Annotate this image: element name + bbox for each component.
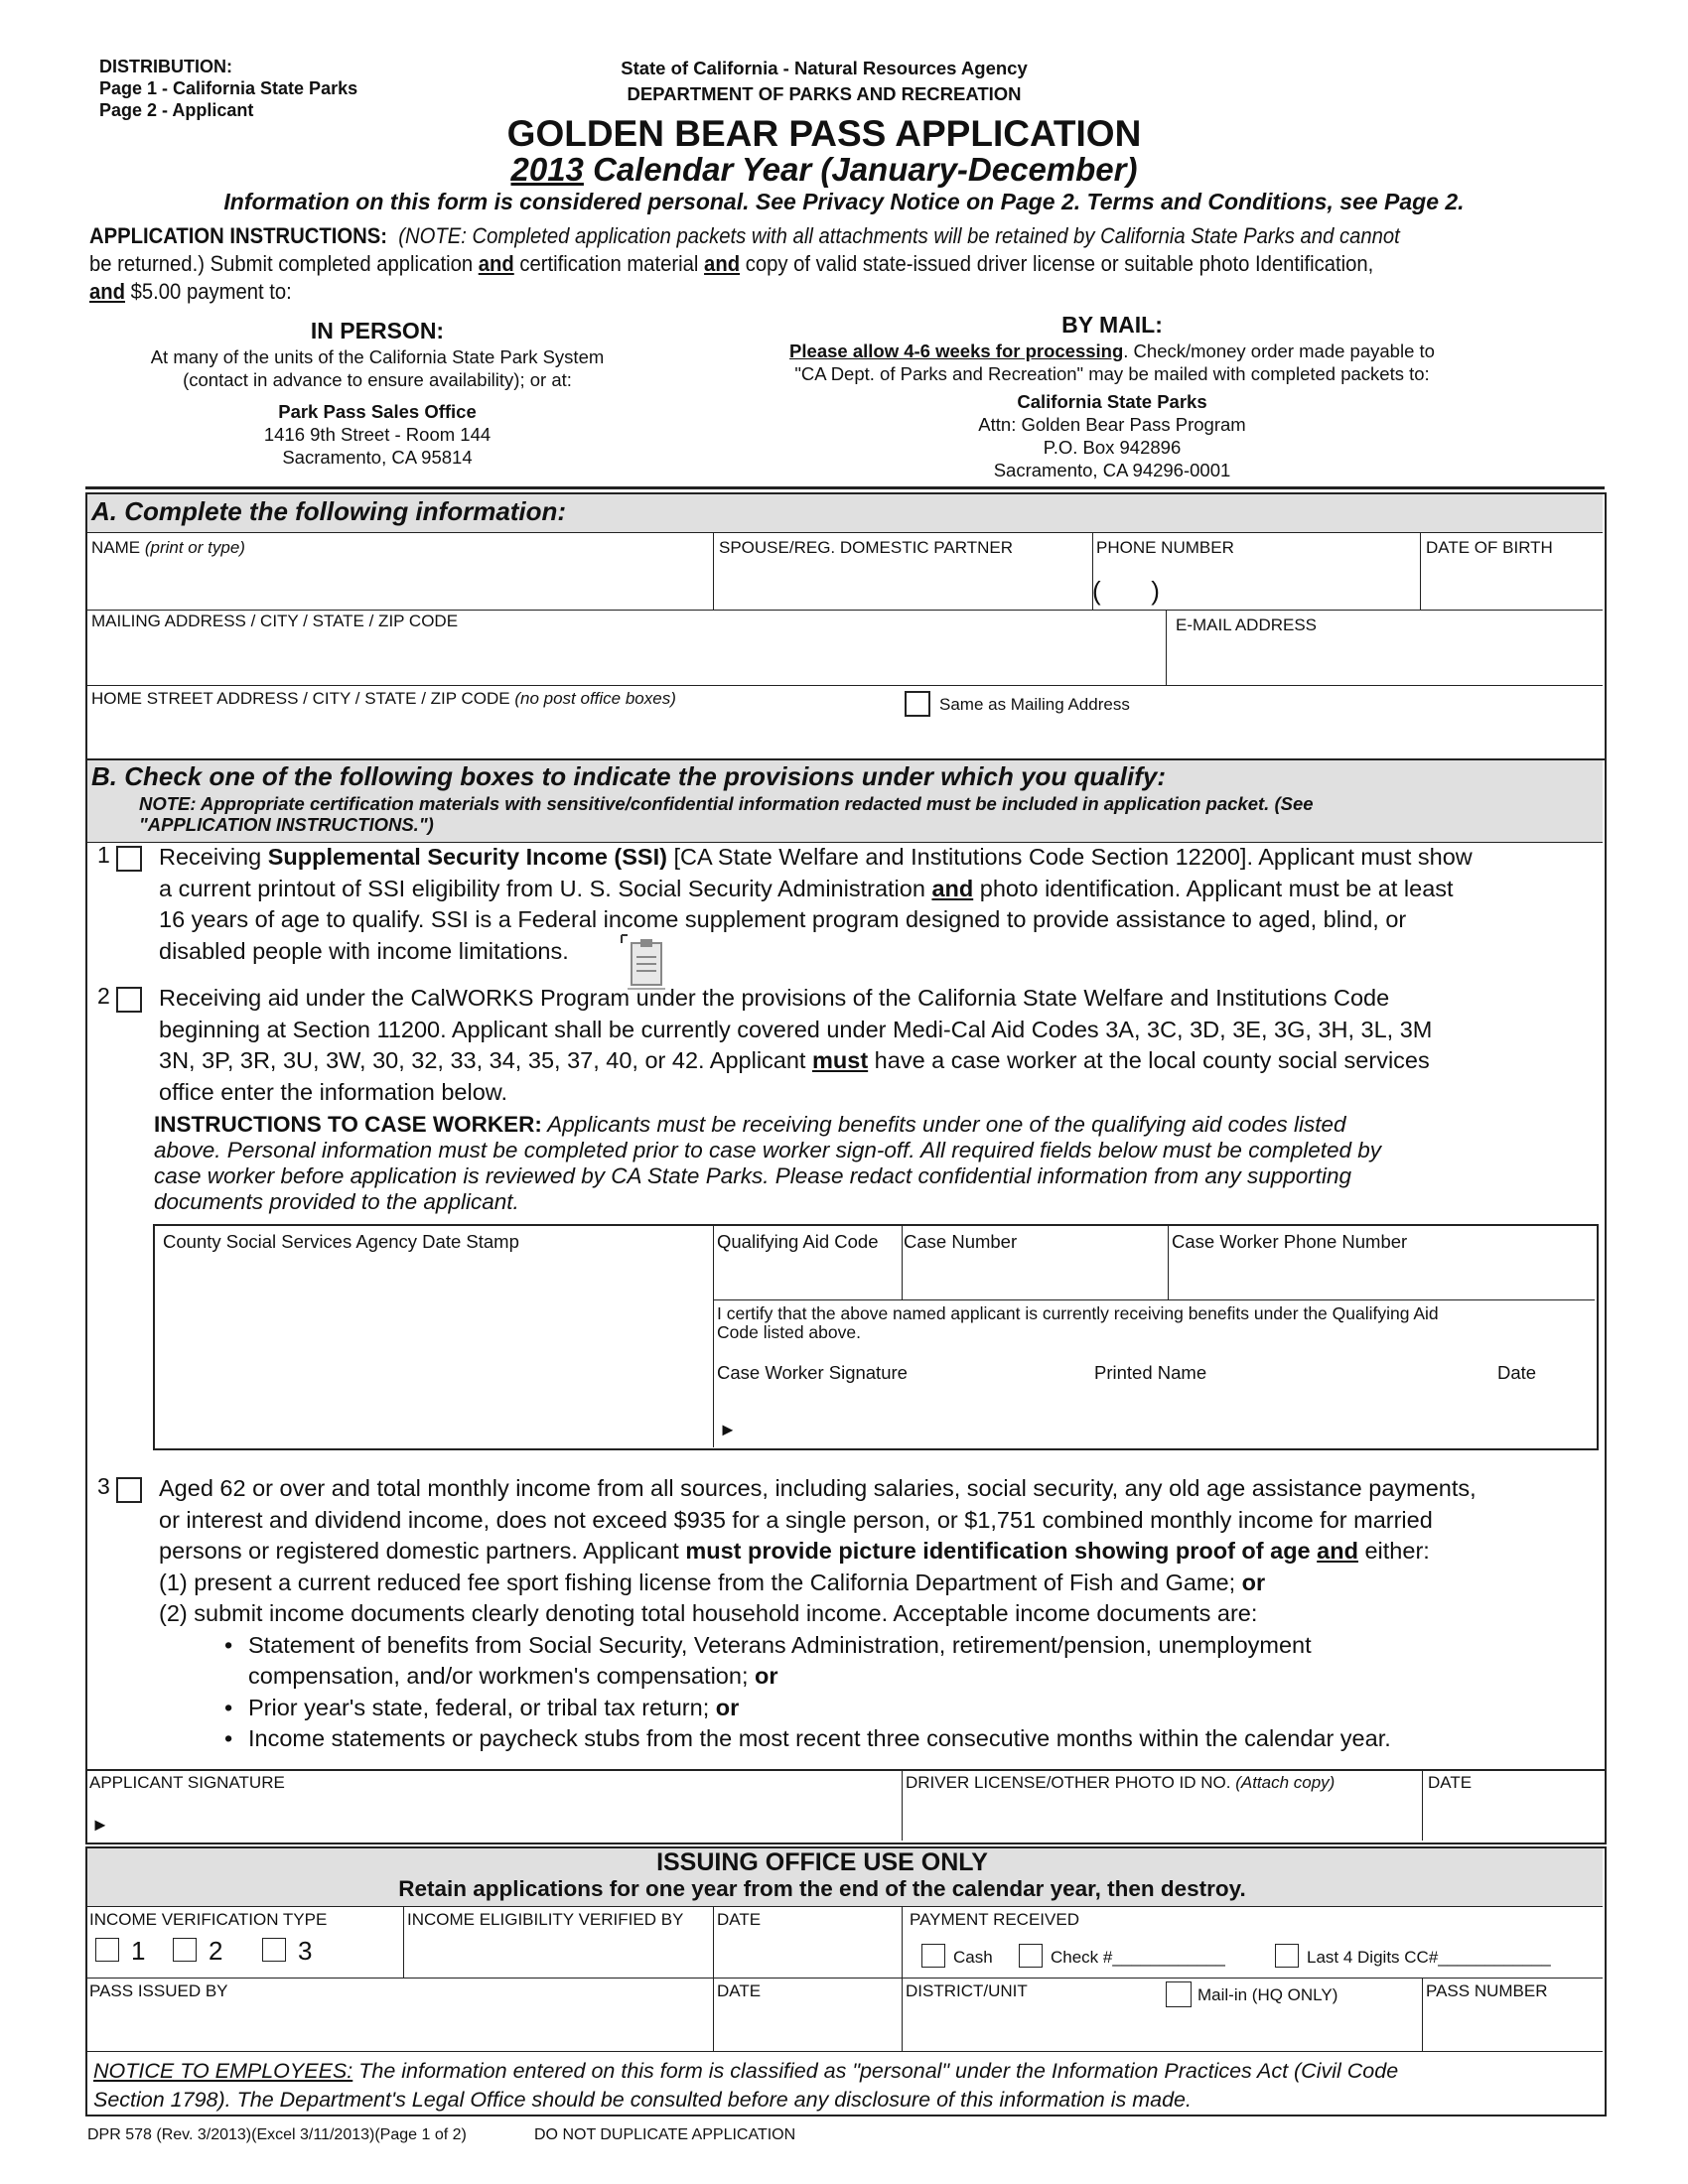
section-a-heading: A. Complete the following information: (91, 496, 567, 526)
distribution-line1: Page 1 - California State Parks (99, 78, 358, 98)
spouse-field[interactable] (719, 562, 1090, 606)
certify-text (717, 1304, 1439, 1342)
o3-l3a: persons or registered domestic partners. Applicant (159, 1538, 686, 1564)
option2-checkbox[interactable] (116, 987, 142, 1013)
divider (87, 1906, 1603, 1907)
name-label-text: NAME (91, 538, 145, 557)
instructions-l3: $5.00 payment to: (125, 279, 292, 304)
divider (87, 610, 1603, 611)
cw-date-label: Date (1497, 1362, 1537, 1383)
in-person-addr2: Sacramento, CA 95814 (282, 447, 473, 468)
privacy-info: Information on this form is considered personal. See Privacy Notice on Page 2. Terms and Conditions, see Page 2. (223, 189, 1465, 214)
pass-issued-label: PASS ISSUED BY (89, 1981, 228, 2000)
o2-must: must (812, 1047, 869, 1073)
office-date-field[interactable] (717, 1934, 900, 1974)
dl-label-text: DRIVER LICENSE/OTHER PHOTO ID NO. (906, 1773, 1236, 1792)
signature-date-field[interactable] (1428, 1797, 1601, 1837)
ivt-1-label: 1 (131, 1936, 146, 1966)
o3-l2: or interest and dividend income, does not exceed $935 for a single person, or $1,751 combined monthly income for married (159, 1506, 1433, 1533)
divider (403, 1906, 404, 1978)
o3-b1b: compensation, and/or workmen's compensation; (248, 1663, 756, 1689)
cw-signature-field[interactable] (743, 1390, 1577, 1439)
section-a-top-rule (85, 486, 1605, 489)
ivt-label: INCOME VERIFICATION TYPE (89, 1910, 328, 1929)
o3-b3: Income statements or paycheck stubs from the most recent three consecutive months within the calendar year. (248, 1725, 1391, 1751)
by-mail-heading: BY MAIL: (1061, 312, 1163, 338)
in-person-heading: IN PERSON: (310, 318, 445, 343)
o3-or1: or (1241, 1569, 1266, 1595)
o1-p2: [CA State Welfare and Institutions Code Section 12200]. Applicant must show (666, 844, 1473, 870)
o3-l1: Aged 62 or over and total monthly income from all sources, including salaries, social security, any old age assistance payments, (159, 1475, 1477, 1501)
email-label: E-MAIL ADDRESS (1176, 615, 1318, 634)
o1-bold: Supplemental Security Income (SSI) (267, 844, 667, 870)
signature-date-label: DATE (1428, 1773, 1473, 1792)
divider (902, 1906, 903, 2051)
ivt-3-checkbox[interactable] (262, 1938, 286, 1962)
application-instructions (89, 222, 1483, 306)
verified-by-field[interactable] (407, 1934, 711, 1974)
dl-hint: (Attach copy) (1235, 1773, 1336, 1792)
ivt-2-checkbox[interactable] (173, 1938, 197, 1962)
o3-l5: (2) submit income documents clearly denoting total household income. Acceptable income documents are: (159, 1600, 1258, 1626)
form-id: DPR 578 (Rev. 3/2013)(Excel 3/11/2013)(Page 1 of 2) (87, 2126, 467, 2143)
email-field[interactable] (1176, 639, 1601, 681)
cw-label: INSTRUCTIONS TO CASE WORKER: (154, 1112, 542, 1137)
divider (713, 1906, 714, 2051)
ivt-1-checkbox[interactable] (95, 1938, 119, 1962)
o2-l2: beginning at Section 11200. Applicant shall be currently covered under Medi-Cal Aid Codes 3A, 3C, 3D, 3E, 3G, 3H, 3L, 3M (159, 1016, 1433, 1042)
case-number-label: Case Number (904, 1231, 1018, 1252)
o1-l2b: photo identification. Applicant must be at least (973, 875, 1454, 901)
cw-signature-label: Case Worker Signature (717, 1362, 908, 1383)
certify2: Code listed above. (717, 1322, 861, 1342)
same-as-mailing-checkbox[interactable] (905, 691, 930, 717)
year: 2013 (510, 151, 584, 188)
cw-phone-field[interactable] (1172, 1257, 1593, 1295)
no-duplicate: DO NOT DUPLICATE APPLICATION (534, 2126, 796, 2143)
divider (902, 1225, 903, 1300)
o3-or2: or (755, 1663, 778, 1689)
by-mail-line1: . Check/money order made payable to (1123, 341, 1435, 361)
divider (902, 1769, 903, 1841)
note1: NOTE: Appropriate certification materials with sensitive/confidential information redacted must be included in application packet. (See (139, 793, 1314, 814)
agency-line2: DEPARTMENT OF PARKS AND RECREATION (627, 83, 1022, 104)
dob-label: DATE OF BIRTH (1426, 538, 1553, 557)
aid-code-field[interactable] (717, 1257, 900, 1295)
subtitle-rest: Calendar Year (January-December) (583, 151, 1138, 188)
by-mail-allow: Please allow 4-6 weeks for processing (789, 341, 1124, 361)
by-mail-line2: "CA Dept. of Parks and Recreation" may be mailed with completed packets to: (794, 363, 1430, 384)
distribution (99, 56, 357, 121)
divider (1422, 1978, 1423, 2051)
applicant-sign-arrow: ► (91, 1815, 109, 1835)
ivt-2-label: 2 (209, 1936, 223, 1966)
cc-checkbox[interactable] (1275, 1944, 1299, 1968)
divider (1168, 1225, 1169, 1300)
issued-date-field[interactable] (717, 2007, 900, 2047)
pass-number-field[interactable] (1426, 2007, 1601, 2047)
o3-or3: or (715, 1694, 740, 1720)
o1-l2a: a current printout of SSI eligibility from U. S. Social Security Administration (159, 875, 932, 901)
cw2: above. Personal information must be completed prior to case worker sign-off. All required fields below must be completed by (154, 1138, 1382, 1162)
dob-field[interactable] (1426, 562, 1601, 606)
option2-text (159, 983, 1599, 1108)
o2-l3a: 3N, 3P, 3R, 3U, 3W, 30, 32, 33, 34, 35, 37, 40, or 42. Applicant (159, 1047, 812, 1073)
option3-checkbox[interactable] (116, 1477, 142, 1503)
notice-text (93, 2057, 1593, 2115)
verified-by-label: INCOME ELIGIBILITY VERIFIED BY (407, 1910, 684, 1929)
divider (87, 685, 1603, 686)
agency-header (556, 56, 1092, 107)
cw-phone-label: Case Worker Phone Number (1172, 1231, 1408, 1252)
dl-label (906, 1773, 1335, 1793)
divider (713, 1299, 1595, 1300)
divider (87, 2051, 1603, 2052)
in-person-line1: At many of the units of the California State Park System (150, 346, 605, 367)
divider (1422, 1769, 1423, 1841)
mailing-address-field[interactable] (91, 635, 1162, 681)
office-use-subheading: Retain applications for one year from the end of the calendar year, then destroy. (398, 1876, 1246, 1901)
instructions-l2a: be returned.) Submit completed application (89, 251, 479, 276)
divider (713, 532, 714, 610)
home-address-field[interactable] (91, 721, 1585, 754)
o1-and: and (931, 875, 974, 901)
page-subtitle (298, 151, 1350, 189)
name-field[interactable] (91, 562, 711, 606)
o1-l4: disabled people with income limitations. (159, 937, 569, 964)
option3-text (159, 1473, 1601, 1755)
distribution-title: DISTRIBUTION: (99, 57, 232, 76)
and3: and (89, 279, 126, 304)
o2-l3b: have a case worker at the local county social services (868, 1047, 1430, 1073)
section-b-note (139, 793, 1314, 835)
pass-issued-field[interactable] (91, 2007, 711, 2047)
notice-label: NOTICE TO EMPLOYEES: (93, 2059, 353, 2083)
certify1: I certify that the above named applicant is currently receiving benefits under the Qualifying Aid (717, 1303, 1439, 1323)
notice-l2: Section 1798). The Department's Legal Office should be consulted before any disclosure of this information is made. (93, 2088, 1192, 2112)
o3-and: and (1317, 1538, 1358, 1564)
by-mail-po: P.O. Box 942896 (1043, 437, 1182, 458)
district-field[interactable] (906, 2007, 1158, 2047)
o1-l3: 16 years of age to qualify. SSI is a Federal income supplement program designed to provide assistance to aged, blind, or (159, 906, 1407, 932)
agency-line1: State of California - Natural Resources Agency (621, 58, 1028, 78)
divider (713, 1225, 714, 1447)
cw4: documents provided to the applicant. (154, 1189, 519, 1214)
cash-checkbox[interactable] (921, 1944, 945, 1968)
by-mail-attn: Attn: Golden Bear Pass Program (978, 414, 1246, 435)
same-as-mailing-label: Same as Mailing Address (939, 695, 1130, 714)
issued-date-label: DATE (717, 1981, 762, 2000)
and1: and (478, 251, 514, 276)
district-label: DISTRICT/UNIT (906, 1981, 1028, 2000)
payment-label: PAYMENT RECEIVED (910, 1910, 1079, 1929)
in-person-block (119, 316, 635, 469)
option3-num: 3 (97, 1473, 110, 1499)
case-worker-instructions (154, 1112, 1604, 1215)
bullet: • (224, 1694, 233, 1720)
check-label: Check #____________ (1051, 1948, 1225, 1967)
o3-l4a: (1) present a current reduced fee sport fishing license from the California Department of Fish and Game; (159, 1569, 1242, 1595)
mailin-checkbox[interactable] (1166, 1981, 1192, 2007)
applicant-signature-field[interactable] (115, 1795, 896, 1837)
cc-label: Last 4 Digits CC#____________ (1307, 1948, 1551, 1967)
o1-p1: Receiving (159, 844, 268, 870)
bullet: • (224, 1725, 233, 1751)
name-hint: (print or type) (144, 538, 245, 557)
by-mail-block (735, 310, 1489, 481)
name-label (91, 538, 245, 558)
in-person-line2: (contact in advance to ensure availability); or at: (183, 369, 572, 390)
office-use-heading: ISSUING OFFICE USE ONLY (656, 1848, 988, 1876)
o3-l3b: either: (1357, 1538, 1430, 1564)
office-date-label: DATE (717, 1910, 762, 1929)
in-person-addr1: 1416 9th Street - Room 144 (263, 424, 492, 445)
cw-sign-arrow: ► (719, 1420, 737, 1439)
home-label-text: HOME STREET ADDRESS / CITY / STATE / ZIP CODE (91, 689, 515, 708)
option1-text (159, 842, 1599, 967)
and2: and (704, 251, 741, 276)
cw1: Applicants must be receiving benefits under one of the qualifying aid codes listed (541, 1112, 1346, 1137)
home-hint: (no post office boxes) (514, 689, 676, 708)
phone-parens: ( ) (1092, 576, 1160, 606)
cash-label: Cash (953, 1948, 993, 1967)
notice-l1: The information entered on this form is classified as "personal" under the Information Practices Act (Civil Code (352, 2059, 1399, 2083)
check-checkbox[interactable] (1019, 1944, 1043, 1968)
o3-b2: Prior year's state, federal, or tribal tax return; (248, 1694, 716, 1720)
section-b-heading: B. Check one of the following boxes to indicate the provisions under which you qualify: (91, 761, 1166, 791)
phone-label: PHONE NUMBER (1096, 538, 1234, 557)
divider (87, 532, 1603, 533)
aid-code-label: Qualifying Aid Code (717, 1231, 879, 1252)
o2-l4: office enter the information below. (159, 1078, 507, 1105)
dl-field[interactable] (906, 1797, 1420, 1837)
option1-num: 1 (97, 842, 110, 868)
by-mail-org: California State Parks (1017, 391, 1207, 412)
o2-l1: Receiving aid under the CalWORKS Program under the provisions of the California State Welfare and Institutions Code (159, 985, 1390, 1011)
case-number-field[interactable] (906, 1257, 1166, 1295)
phone-field[interactable] (1172, 570, 1414, 608)
home-label (91, 689, 676, 709)
ivt-3-label: 3 (298, 1936, 313, 1966)
distribution-line2: Page 2 - Applicant (99, 100, 254, 120)
o3-b1: Statement of benefits from Social Security, Veterans Administration, retirement/pension, unemployment (248, 1631, 1312, 1658)
instructions-l2c: copy of valid state-issued driver license or suitable photo Identification, (740, 251, 1374, 276)
in-person-office: Park Pass Sales Office (278, 401, 477, 422)
divider (87, 1978, 1603, 1979)
instructions-note: (NOTE: Completed application packets with all attachments will be retained by California State Parks and cannot (398, 223, 1400, 248)
page-title: GOLDEN BEAR PASS APPLICATION (506, 113, 1142, 154)
instructions-label: APPLICATION INSTRUCTIONS: (89, 223, 387, 248)
o3-bold: must provide picture identification showing proof of age (685, 1538, 1311, 1564)
option2-num: 2 (97, 983, 110, 1009)
bullet: • (224, 1631, 233, 1658)
divider (1166, 610, 1167, 685)
note2: "APPLICATION INSTRUCTIONS.") (139, 814, 434, 835)
spouse-label: SPOUSE/REG. DOMESTIC PARTNER (719, 538, 1013, 557)
option1-checkbox[interactable] (116, 846, 142, 872)
applicant-signature-label: APPLICANT SIGNATURE (89, 1773, 285, 1792)
by-mail-city: Sacramento, CA 94296-0001 (993, 460, 1231, 480)
pass-number-label: PASS NUMBER (1426, 1981, 1548, 2000)
mailing-label: MAILING ADDRESS / CITY / STATE / ZIP CODE (91, 612, 459, 630)
cw3: case worker before application is reviewed by CA State Parks. Please redact confidential information from any supporting (154, 1163, 1352, 1188)
mailin-label: Mail-in (HQ ONLY) (1197, 1985, 1338, 2004)
instructions-l2b: certification material (513, 251, 705, 276)
stamp-label: County Social Services Agency Date Stamp (163, 1231, 519, 1252)
divider (1420, 532, 1421, 610)
printed-name-label: Printed Name (1094, 1362, 1207, 1383)
